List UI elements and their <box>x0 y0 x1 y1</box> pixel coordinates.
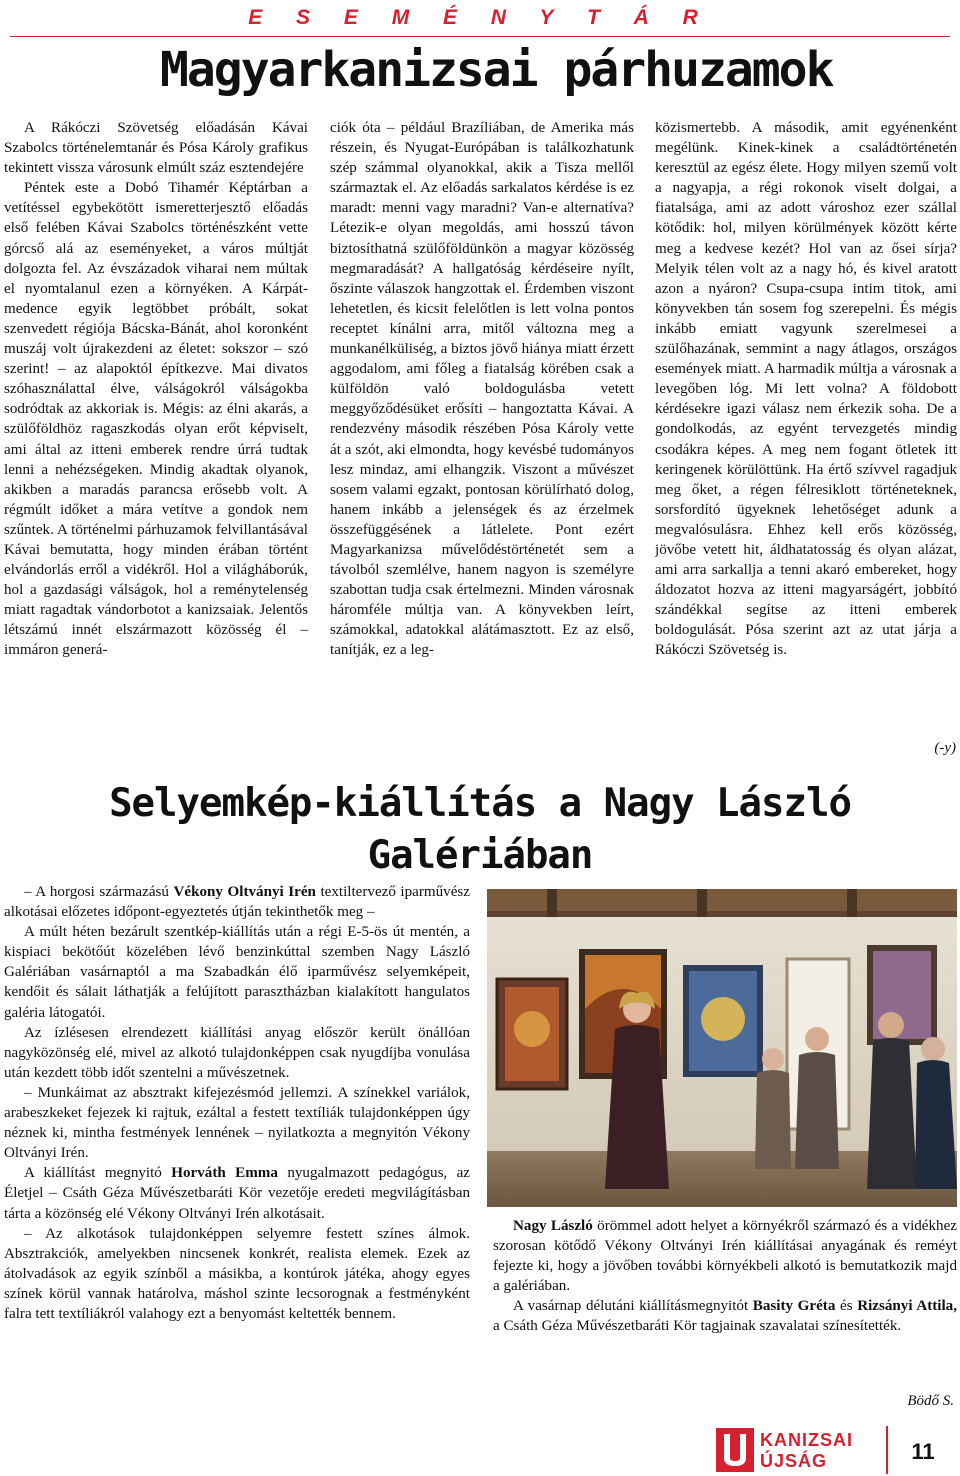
article-1-signature: (-y) <box>934 740 956 756</box>
logo-line-1: KANIZSAI <box>760 1430 853 1450</box>
exhibition-photo <box>487 889 957 1207</box>
logo-line-2: ÚJSÁG <box>760 1451 828 1471</box>
article-1-column-3 <box>655 118 957 758</box>
article-1-column-1 <box>4 118 308 758</box>
article-1-column-2 <box>330 118 634 758</box>
article-1-paragraph: Péntek este a Dobó Tihamér Képtárban a vetítéssel egybekötött ismeretterjesztő előadás első felében Kávai Szabolcs történészként vette górcső alá az eseményeket, a város múltját dolgozta fel. Az évszázadok viharai nem múltak el nyomtalanul ezen a környéken. A Kárpát-medence egyik legtöbbet próbált, sokat szenvedett régiója Bácska-Bánát, ahol koronként muszáj volt újrakezdeni az életet: sokszor – szó szerint! – az alapoktól építkezve. Mai divatos szóhasználattal élve, válságokról válságokba sodródtak az akkoriak is. Mégis: az élni akarás, a szülőföldhöz ragaszkodás olyan erőt képviselt, ami által az itteni emberek rendre úrrá tudtak lenni a nehézségeken. Mindig akadtak olyanok, akikben a maradás parancsa erősebb volt. A régmúlt időket a mára vetítve a gondok nem szűntek. A történelmi párhuzamok felvillantásával Kávai bemutatta, hogy minden érában történt elvándorlás erről a vidékről. Hol a világháborúk, hol a gazdasági válságok, hol a reménytelenség miatt ragadtak vándorbotot a kanizsaiak. Jelentős létszámú innét elszármazott közösség él – immáron generá- <box>4 180 308 659</box>
top-rule <box>10 36 950 37</box>
section-label: E S E M É N Y T Á R <box>248 6 712 29</box>
article-2-paragraph: A múlt héten bezárult szentkép-kiállítás után a régi E-5-ös út mentén, a kispiaci bekötőút közelében lévő benzinkúttal szemben Nagy László Galériában vasárnaptól a ma Szabadkán élő iparművész selyemképeit, kendőit és sálait láthatják a felújított parasztházban kialakított hangulatos galéria látogatói. <box>4 924 470 1021</box>
article-2-signature: Bödő S. <box>907 1393 954 1409</box>
article-2-paragraph: – Munkáimat az absztrakt kifejezésmód jellemzi. A színekkel variálok, arabeszkeket fejezek ki rajtuk, ezáltal a festett textíliák tulajdonképpen úgy néznek ki, mintha festmények lennének – nyilatkozta a megnyitón Vékony Oltványi Irén. <box>4 1084 470 1162</box>
page-number-divider <box>886 1426 888 1474</box>
article-2-paragraph: A kiállítást megnyitó Horváth Emma nyugalmazott pedagógus, az Életjel – Csáth Géza Művészetbaráti Kör vezetője eredeti megvilágításban tárta a közönség elé Vékony Oltványi Irén alkotásait. <box>4 1165 470 1222</box>
article-1-lead: A Rákóczi Szövetség előadásán Kávai Szabolcs történelemtanár és Pósa Károly grafikus tekintett vissza városunk elmúlt száz esztendejére <box>4 120 308 177</box>
article-2-title: Selyemkép-kiállítás a Nagy László Galériában <box>109 781 851 878</box>
logo-glyph-icon <box>716 1428 754 1472</box>
article-2-body <box>4 882 470 1417</box>
photo-caption <box>493 1216 957 1337</box>
article-1-paragraph: közismertebb. A második, amit egyénenként megélünk. Kinek-kinek a családtörténetén keresztül az egész élete. Hogy milyen szemű volt a nagyapja, a régi rokonok viselt dolgai, a fiatalsága, ami az adott városhoz ezer szállal kötődik: hol, milyen körülmények között kérte meg a kedvese kezét? Hol van az ősei sírja? Melyik télen volt az a nagy hó, és kivel aratott azon a nyáron? Csupa-csupa intim titok, ami könyvekben tán sosem fog szerepelni. És mégis inkább emiatt vagyunk szerelmesei a szülőhazának, semmint a nagy átlagos, országos események miatt. A harmadik múltja a városnak a levegőben lóg. Mi lett volna? A földobott kérdésekre igazi válasz nem érkezik soha. De a gondolkodás, az egyént tervezgetés mindig csodákra képes. A meg nem fogant ötletek itt keringenek körülöttünk. Ha értő szívvel ragadjuk meg őket, a régen félresiklott történeteknek, sorsfordító ügyeknek lehetőséget adunk a megvalósulásra. Ehhez kell erős közösség, jövőbe vetett hit, áldhatatosság és olyan alázat, ami arra sarkallja a tenni akaró embereket, hogy áldozatot hozva az itteni magyarságért, jobbító szándékkal segítse az itteni emberek boldogulását. Pósa szerint azt az utat járja a Rákóczi Szövetség is. <box>655 120 957 659</box>
publication-logo <box>716 1428 876 1472</box>
article-1-paragraph: ciók óta – például Brazíliában, de Amerika más részein, és Nyugat-Európában is találkozhatunk szép számmal olyanokkal, akik a Tisza mellől származtak el. Az előadás sarkalatos kérdése is ez maradt: menni vagy maradni? Van-e alternatíva? Létezik-e olyan megoldás, ami hosszú távon biztosíthatná szülőföldünkön a magyar közösség megmaradását? A hallgatóság kérdéseire nyílt, őszinte válaszok hangzottak el. Érdemben viszont lehetetlen, és kicsit felelőtlen is lett volna pontos receptet kínálni arra, mitől változna meg a munkanélküliség, a biztos jövő hiánya miatt érzett aggodalom, ami főleg a fiatalság körében csak a külföldön való boldogulásba vetett meggyőződésüket erősíti – hangoztatta Kávai. A rendezvény második részében Pósa Károly vette át a szót, aki elmondta, hogy kevésbé tudományos lesz mindaz, ami elhangzik. Viszont a művészet sosem valami egzakt, pontosan körülírható dolog, hanem inkább a jelenségek és az érzelmek összefüggésének a látlelete. Pont ezért Magyarkanizsa művelődéstörténetét sem a távolból szemlélve, hanem nagyon is személyre szabottan tudja csak értelmezni. Minden városnak háromféle múltja van. A könyvekben leírt, számokkal, adatokkal alátámasztott. Ez az első, tanítják, ez a leg- <box>330 120 634 659</box>
article-2-paragraph: – Az alkotások tulajdonképpen selyemre festett színes álmok. Absztrakciók, amelyekben nincsenek konkrét, realista elemek. Ezek az átolvadások az egyik színből a másikba, a kontúrok játéka, ahogy egyes színek körül vannak határolva, máshol szinte lecsorognak a festményként falra tett textíliákról valahogy ezt a benyomást keltették bennem. <box>4 1225 470 1322</box>
exhibition-photo-illustration <box>487 889 957 1207</box>
article-1-title: Magyarkanizsai párhuzamok <box>160 42 833 98</box>
photo-caption-paragraph: A vasárnap délutáni kiállításmegnyitót Basity Gréta és Rizsányi Attila, a Csáth Géza Művészetbaráti Kör tagjainak szavalatai színesítették. <box>493 1298 957 1335</box>
photo-caption-paragraph: Nagy László örömmel adott helyet a környékről származó és a vidékhez szorosan kötődő Vékony Oltványi Irén kiállításai anyagának és reméyt fejezte ki, hogy a jövőben további környékbeli alkotó is bemutatkozik majd a galériában. <box>493 1218 957 1295</box>
article-2-subtitle: – A horgosi származású Vékony Oltványi Irén textiltervező iparművész alkotásai előzetes időpont-egyeztetés útján tekinthetők meg – <box>4 884 470 921</box>
article-2-paragraph: Az ízlésesen elrendezett kiállítási anyag először került önállóan nagyközönség elé, mivel az alkotó tulajdonképpen csak nyugdíjba vonulása után kezdett több időt szentelni a művészetnek. <box>4 1024 470 1081</box>
page-number: 11 <box>911 1439 935 1464</box>
logo-mark-icon <box>716 1428 754 1472</box>
